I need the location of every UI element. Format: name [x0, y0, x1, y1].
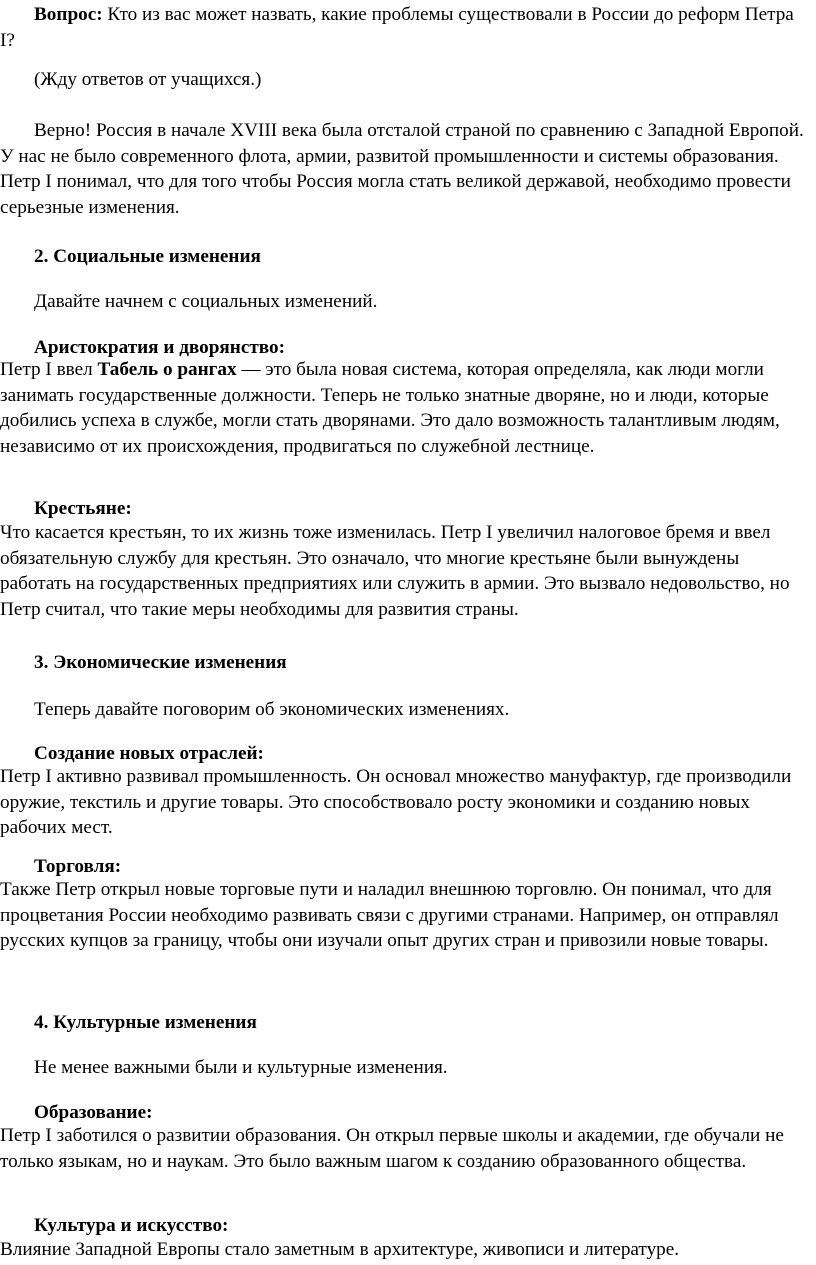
industry-text: Петр I активно развивал промышленность. Он основал множество мануфактур, где производили оружие, текстиль и другие товары. Это способствовало росту экономики и созданию новых рабочих мест.: [0, 766, 792, 839]
trade-text: Также Петр открыл новые торговые пути и наладил внешнюю торговлю. Он понимал, что для процветания России необходимо развивать связи с другими странами. Например, он отправлял русских купцов за границу, чтобы они изучали опыт других стран и привозили новые товары.: [0, 879, 779, 952]
section-4-heading: 4. Культурные изменения: [34, 1012, 257, 1033]
question-label: Вопрос:: [34, 4, 103, 25]
section-4-intro: Не менее важными были и культурные изменения.: [34, 1057, 448, 1078]
question-text: Кто из вас может назвать, какие проблемы существовали в России до реформ Петра I?: [0, 4, 794, 51]
industry-heading: Создание новых отраслей:: [34, 743, 264, 764]
peasants-text: Что касается крестьян, то их жизнь тоже изменилась. Петр I увеличил налоговое бремя и ввел обязательную службу для крестьян. Это означало, что многие крестьяне были вынуждены работать на государственных предприятиях или служить в армии. Это вызвало недовольство, но Петр считал, что такие меры необходимы для развития страны.: [0, 522, 790, 620]
culture-heading: Культура и искусство:: [34, 1215, 229, 1236]
section-2-intro: Давайте начнем с социальных изменений.: [34, 291, 378, 312]
answer-paragraph: Верно! Россия в начале XVIII века была отсталой страной по сравнению с Западной Европой. У нас не было современного флота, армии, развитой промышленности и системы образования. Петр I понимал, что для того чтобы Россия могла стать великой державой, необходимо провести серьезные изменения.: [0, 120, 804, 218]
table-of-ranks-term: Табель о рангах: [97, 359, 237, 380]
section-2-heading: 2. Социальные изменения: [34, 246, 261, 267]
section-3-heading: 3. Экономические изменения: [34, 652, 287, 673]
trade-heading: Торговля:: [34, 856, 122, 877]
question-paragraph: [0, 2, 812, 53]
culture-text: Влияние Западной Европы стало заметным в архитектуре, живописи и литературе.: [0, 1239, 680, 1260]
section-3-intro: Теперь давайте поговорим об экономических изменениях.: [34, 699, 510, 720]
waiting-note: (Жду ответов от учащихся.): [34, 69, 262, 90]
aristocracy-text: Петр I ввел Табель о рангах — это была новая система, которая определяла, как люди могли занимать государственные должности. Теперь не только знатные дворяне, но и люди, которые добились успеха в службе, могли стать дворянами. Это дало возможность талантливым людям, независимо от их происхождения, продвигаться по служебной лестнице.: [0, 359, 780, 457]
education-heading: Образование:: [34, 1102, 153, 1123]
aristocracy-heading: Аристократия и дворянство:: [34, 337, 285, 358]
education-text: Петр I заботился о развитии образования. Он открыл первые школы и академии, где обучали не только языкам, но и наукам. Это было важным шагом к созданию образованного общества.: [0, 1125, 784, 1172]
peasants-heading: Крестьяне:: [34, 498, 132, 519]
